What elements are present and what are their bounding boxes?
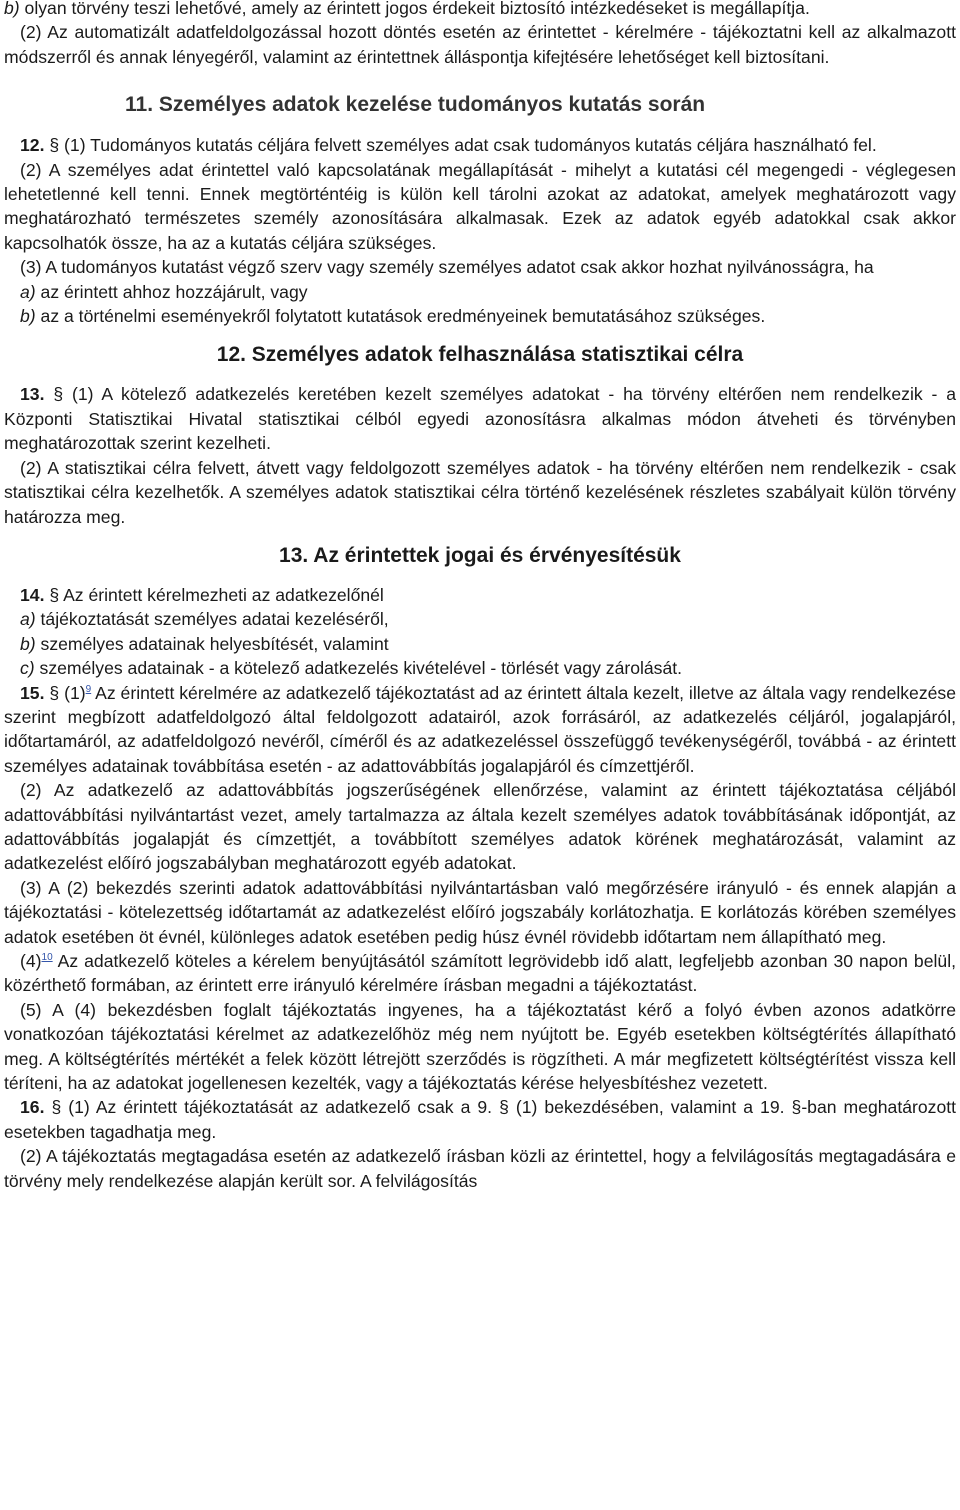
- paragraph-text: (2) A statisztikai célra felvett, átvett vagy feldolgozott személyes adatok - ha törvény eltérően nem rendelkezik - csak statisztikai célra kezelhetők. A személyes adatok statisztikai célra történő kezelésének részletes szabályait külön törvény határozza meg.: [4, 457, 956, 527]
- list-letter: b): [4, 0, 20, 18]
- section-sign-link[interactable]: §: [499, 1097, 509, 1118]
- section-heading-12: 12. Személyes adatok felhasználása statisztikai célra: [216, 343, 744, 367]
- paragraph-10-2: [4, 20, 956, 69]
- paragraph-13-2: [4, 456, 956, 529]
- section-sign-link[interactable]: §: [49, 584, 60, 605]
- paragraph-14: [4, 583, 956, 607]
- paragraph-text: (2) A tájékoztatás megtagadása esetén az adatkezelő írásban közli az érintettel, hogy a felvilágosítás megtagadására e törvény mely rendelkezése alapján került sor. A felvilágosítás: [4, 1146, 956, 1191]
- list-item-a: [4, 280, 956, 304]
- article-number: 13.: [20, 384, 45, 405]
- list-item-b: [4, 304, 956, 328]
- paragraph-text: -ban meghatározott esetekben tagadhatja meg.: [4, 1097, 957, 1142]
- footnote-link[interactable]: 9: [85, 683, 92, 695]
- article-number: 14.: [20, 584, 45, 605]
- paragraph-number: (4): [20, 951, 42, 971]
- paragraph-number: (1): [59, 682, 86, 703]
- paragraph-text: (3) A tudományos kutatást végző szerv vagy személy személyes adatot csak akkor hozhat nyilvánosságra, ha: [20, 257, 874, 278]
- paragraph-text: (1) bekezdésében, valamint a 19.: [508, 1097, 792, 1118]
- section-sign-link[interactable]: §: [49, 135, 60, 156]
- paragraph-12-3: [4, 255, 956, 279]
- list-letter: a): [20, 609, 36, 630]
- section-heading-11: 11. Személyes adatok kezelése tudományos kutatás során: [125, 93, 706, 117]
- paragraph-text: (1) Tudományos kutatás céljára felvett személyes adat csak tudományos kutatás céljára használható fel.: [59, 135, 877, 156]
- paragraph-text: olyan törvény teszi lehetővé, amely az érintett jogos érdekeit biztosító intézkedéseket is megállapítja.: [19, 0, 810, 18]
- paragraph-text: az érintett ahhoz hozzájárult, vagy: [35, 281, 308, 302]
- list-letter: b): [20, 633, 36, 654]
- paragraph-16-1: [4, 1095, 956, 1144]
- list-item-a: [4, 607, 956, 631]
- article-number: 15.: [20, 682, 45, 703]
- paragraph-text: (2) Az automatizált adatfeldolgozással hozott döntés esetén az érintettet - kérelmére - tájékoztatni kell az alkalmazott módszerről és annak lényegéről, valamint az érintettnek álláspontja kifejtésére lehetőséget kell biztosítani.: [4, 22, 956, 67]
- list-item-b: [4, 632, 956, 656]
- paragraph-15-4: [4, 949, 956, 998]
- paragraph-text: tájékoztatását személyes adatai kezeléséről,: [35, 609, 389, 630]
- paragraph-text: Az érintett kérelmére az adatkezelő tájékoztatást ad az érintett általa kezelt, illetve az általa vagy rendelkezése szerint megbízott adatfeldolgozó által feldolgozott adatairól, azok forrásáról, az adatkezelés céljáról, jogalapjáról, időtartamáról, az adatfeldolgozó nevéről, címéről és az adatkezeléssel összefüggő tevékenységéről, továbbá - az érintett személyes adatainak továbbítása esetén - az adattovábbítás jogalapjáról és címzettjéről.: [4, 682, 957, 776]
- section-sign-link[interactable]: §: [791, 1097, 802, 1118]
- paragraph-text: személyes adatainak - a kötelező adatkezelés kivételével - törlését vagy zárolását.: [34, 658, 683, 679]
- paragraph-text: (1) Az érintett tájékoztatását az adatkezelő csak a 9.: [61, 1097, 500, 1118]
- paragraph-15-5: [4, 998, 956, 1096]
- paragraph-text: (2) Az adatkezelő az adattovábbítás jogszerűségének ellenőrzése, valamint az érintett tájékoztatása céljából adattovábbítási nyilvántartást vezet, amely tartalmazza az általa kezelt személyes adatok továbbításának időpontját, az adattovábbítás jogalapját és címzettjét, a továbbított személyes adatok körének meghatározását, valamint az adatkezelést előíró jogszabályban meghatározott egyéb adatokat.: [4, 780, 956, 874]
- section-heading-13: 13. Az érintettek jogai és érvényesítésük: [279, 543, 681, 567]
- paragraph-15-2: [4, 778, 956, 876]
- paragraph-b: [4, 0, 956, 20]
- list-letter: a): [20, 281, 36, 302]
- list-item-c: [4, 656, 956, 680]
- paragraph-text: (2) A személyes adat érintettel való kapcsolatának megállapítását - mihelyt a kutatási cél megengedi - véglegesen lehetetlenné kell tenni. Ennek megtörténtéig is külön kell tárolni azokat az adatokat, amelyek meghatározott vagy meghatározható természetes személy azonosítására alkalmasak. Ezek az adatok egyéb adatokkal csak akkor kapcsolhatók össze, ha az a kutatás céljára szükséges.: [4, 159, 956, 253]
- section-sign-link[interactable]: §: [53, 384, 64, 405]
- list-letter: b): [20, 306, 36, 327]
- footnote-link[interactable]: 10: [41, 952, 53, 964]
- paragraph-text: személyes adatainak helyesbítését, valamint: [35, 633, 389, 654]
- section-sign-link[interactable]: §: [51, 1097, 62, 1118]
- paragraph-text: Az érintett kérelmezheti az adatkezelőnél: [59, 584, 384, 605]
- paragraph-text: (5) A (4) bekezdésben foglalt tájékoztatás ingyenes, ha a tájékoztatást kérő a folyó évben azonos adatkörre vonatkozóan tájékoztatási kérelmet az adatkezelőhöz még nem nyújtott be. Egyéb esetekben költségtérítés állapítható meg. A költségtérítés mértékét a felek között létrejött szerződés is rögzítheti. A már megfizetett költségtérítést vissza kell téríteni, ha az adatokat jogellenesen kezelték, vagy a tájékoztatás kérése helyesbítéshez vezetett.: [4, 999, 956, 1094]
- paragraph-12-2: [4, 158, 956, 256]
- paragraph-text: Az adatkezelő köteles a kérelem benyújtásától számított legrövidebb idő alatt, legfeljebb azonban 30 napon belül, közérthető formában, az érintett erre irányuló kérelmére írásban megadni a tájékoztatást.: [4, 951, 956, 996]
- paragraph-15-3: [4, 876, 956, 949]
- paragraph-12-1: [4, 133, 956, 157]
- paragraph-13-1: [4, 382, 956, 455]
- article-number: 12.: [20, 135, 45, 156]
- article-number: 16.: [20, 1097, 45, 1118]
- list-letter: c): [20, 658, 35, 679]
- paragraph-text: (3) A (2) bekezdés szerinti adatok adattovábbítási nyilvántartásban való megőrzésére irányuló - és ennek alapján a tájékoztatási - kötelezettség időtartamát az adatkezelést előíró jogszabály korlátozhatja. E korlátozás körében személyes adatok esetében öt évnél, különleges adatok esetében pedig húsz évnél rövidebb időtartam nem állapítható meg.: [4, 877, 956, 947]
- paragraph-text: (1) A kötelező adatkezelés keretében kezelt személyes adatokat - ha törvény eltérően nem rendelkezik - a Központi Statisztikai Hivatal statisztikai célból egyedi azonosításra alkalmas módon átveheti és törvényben meghatározottak szerint kezelheti.: [4, 384, 957, 454]
- paragraph-text: az a történelmi eseményekről folytatott kutatások eredményeinek bemutatásához szükséges.: [35, 306, 766, 327]
- section-sign-link[interactable]: §: [49, 682, 60, 703]
- paragraph-16-2: [4, 1144, 956, 1193]
- paragraph-15-1: [4, 681, 956, 779]
